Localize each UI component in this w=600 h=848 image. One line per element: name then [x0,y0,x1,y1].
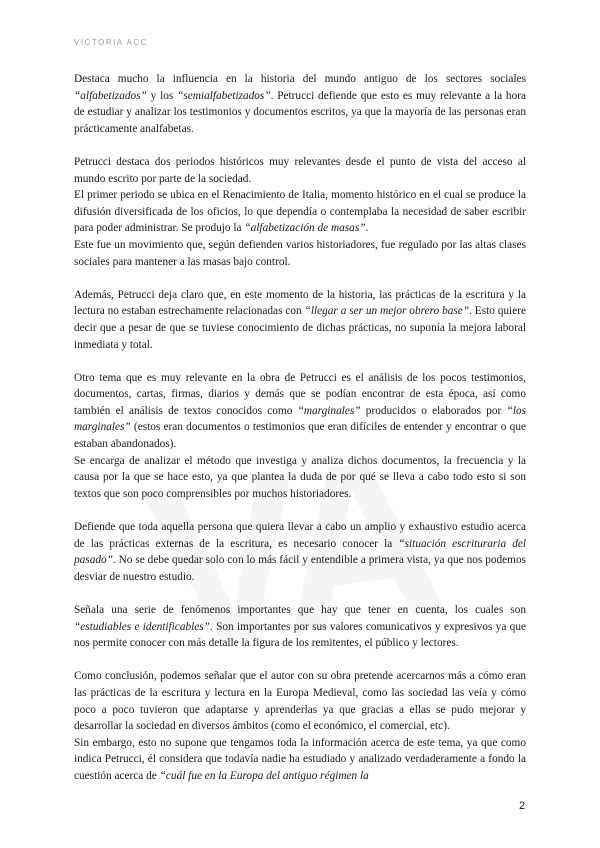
paragraph-2: Petrucci destaca dos periodos históricos muy relevantes desde el punto de vista del acceso al mundo escrito por parte de la sociedad. [74,155,526,185]
paragraph-9: Señala una serie de fenómenos importantes que hay que tener en cuenta, los cuales son “estudiables e identificables”. Son importantes por sus valores comunicativos y expresivos ya que nos permite conocer con más detalle la figura de los remitentes, el público y lectores. [74,604,526,650]
paragraph-8: Defiende que toda aquella persona que quiera llevar a cabo un amplio y exhaustivo estudio acerca de las prácticas externas de la escritura, es necesario conocer la “situación escrituraria del pasado”. No se debe quedar solo con lo más fácil y entendible a primera vista, ya que nos podemos desviar de nuestro estudio. [74,521,526,583]
paragraph-4: Este fue un movimiento que, según defienden varios historiadores, fue regulado por las altas clases sociales para mantener a las masas bajo control. [74,238,526,268]
paragraph-3: El primer periodo se ubica en el Renacimiento de Italia, momento histórico en el cual se produce la difusión diversificada de los oficios, lo que dependía o contemplaba la necesidad de saber escribir para poder administrar. Se produjo la “alfabetización de masas”. [74,189,526,235]
paragraph-10: Como conclusión, podemos señalar que el autor con su obra pretende acercarnos más a cómo eran las prácticas de la escritura y lectura en la Europa Medieval, como las sociedad las veía y cómo poco a poco tuvieron que adaptarse y aprenderlas ya que gracias a ellas se pudo mejorar y desarrollar la sociedad en diversos ámbitos (como el económico, el comercial, etc). [74,670,526,733]
document-body [74,71,526,785]
page-number: 2 [519,800,526,812]
paragraph-7: Se encarga de analizar el método que investiga y analiza dichos documentos, la frecuencia y la causa por la que se hace esto, ya que plantea la duda de por qué se lleva a cabo todo esto si son textos que son poco comprensibles por muchos historiadores. [74,454,526,500]
paragraph-5: Además, Petrucci deja claro que, en este momento de la historia, las prácticas de la escritura y la lectura no estaban estrechamente relacionadas con “llegar a ser un mejor obrero base”. Esto quiere decir que a pesar de que se tuviese conocimiento de dichas prácticas, no suponía la mejora laboral inmediata y total. [74,288,526,351]
paragraph-11: Sin embargo, esto no supone que tengamos toda la información acerca de este tema, ya que como indica Petrucci, él considera que todavía nadie ha estudiado y analizado verdaderamente a fondo la cuestión acerca de “cuál fue en la Europa del antiguo régimen la [74,736,526,782]
paragraph-1: Destaca mucho la influencia en la historia del mundo antiguo de los sectores sociales “alfabetizados” y los “semialfabetizados”. Petrucci defiende que esto es muy relevante a la hora de estudiar y analizar los testimonios y documentos escritos, ya que la mayoría de las personas eran prácticamente analfabetas. [74,73,526,135]
paragraph-6: Otro tema que es muy relevante en la obra de Petrucci es el análisis de los pocos testimonios, documentos, cartas, firmas, diarios y demás que se podían encontrar de esta época, así como también el análisis de textos conocidos como “marginales” producidos o elaborados por “los marginales” (estos eran documentos o testimonios que eran difíciles de entender y encontrar o que estaban abandonados). [74,371,527,451]
document-header: VICTORIA ACC [74,38,148,47]
